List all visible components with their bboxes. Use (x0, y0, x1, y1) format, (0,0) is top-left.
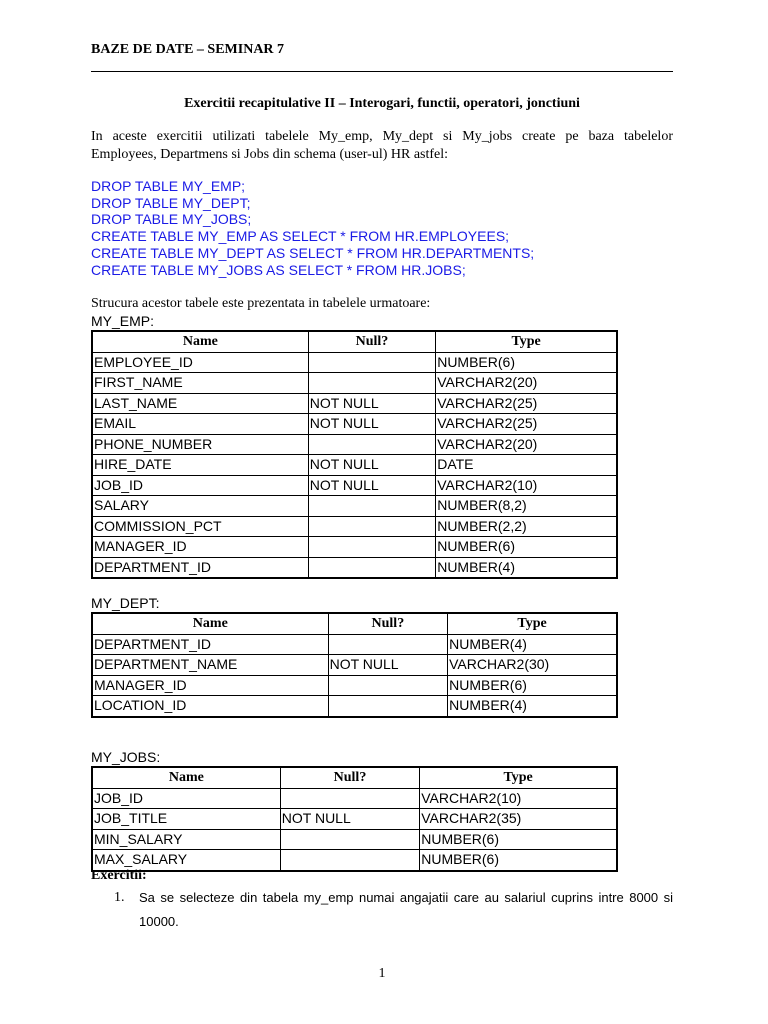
null-cell (280, 788, 419, 809)
null-cell: NOT NULL (280, 809, 419, 830)
name-cell: DEPARTMENT_ID (92, 557, 308, 578)
exercise-number: 1. (114, 890, 125, 905)
null-cell (328, 634, 448, 655)
table-row (92, 675, 617, 696)
column-header-type: Type (420, 767, 617, 788)
type-cell: NUMBER(6) (436, 352, 617, 373)
table-row (92, 850, 617, 871)
name-cell: PHONE_NUMBER (92, 434, 308, 455)
intro-paragraph (91, 128, 673, 164)
table-row (92, 393, 617, 414)
null-cell: NOT NULL (308, 393, 435, 414)
my-emp-table (91, 330, 618, 579)
name-cell: LAST_NAME (92, 393, 308, 414)
null-cell (308, 352, 435, 373)
null-cell: NOT NULL (308, 475, 435, 496)
type-cell: VARCHAR2(10) (420, 788, 617, 809)
exercises-title: Exercitii: (91, 868, 147, 883)
document-page (91, 0, 673, 1024)
type-cell: VARCHAR2(20) (436, 373, 617, 394)
type-cell: VARCHAR2(20) (436, 434, 617, 455)
name-cell: FIRST_NAME (92, 373, 308, 394)
null-cell: NOT NULL (308, 455, 435, 476)
name-cell: MIN_SALARY (92, 829, 280, 850)
column-header-type: Type (448, 613, 617, 634)
code-line: CREATE TABLE MY_DEPT AS SELECT * FROM HR.DEPARTMENTS; (91, 244, 535, 261)
table-row (92, 809, 617, 830)
name-cell: COMMISSION_PCT (92, 516, 308, 537)
name-cell: MANAGER_ID (92, 537, 308, 558)
name-cell: LOCATION_ID (92, 696, 328, 717)
null-cell (308, 496, 435, 517)
table-row (92, 557, 617, 578)
type-cell: VARCHAR2(30) (448, 655, 617, 676)
table-row (92, 516, 617, 537)
type-cell: NUMBER(4) (448, 634, 617, 655)
code-line: DROP TABLE MY_EMP; (91, 178, 246, 194)
table-header-row (92, 613, 617, 634)
name-cell: EMPLOYEE_ID (92, 352, 308, 373)
name-cell: EMAIL (92, 414, 308, 435)
table-row (92, 434, 617, 455)
type-cell: VARCHAR2(35) (420, 809, 617, 830)
sql-code-block (91, 178, 534, 278)
table-row (92, 373, 617, 394)
type-cell: NUMBER(6) (448, 675, 617, 696)
table-row (92, 496, 617, 517)
column-header-name: Name (92, 767, 280, 788)
null-cell (308, 537, 435, 558)
header-rule (91, 71, 673, 72)
type-cell: DATE (436, 455, 617, 476)
my-dept-label: MY_DEPT: (91, 595, 160, 611)
name-cell: SALARY (92, 496, 308, 517)
type-cell: NUMBER(6) (436, 537, 617, 558)
name-cell: JOB_ID (92, 475, 308, 496)
null-cell (280, 850, 419, 871)
type-cell: VARCHAR2(10) (436, 475, 617, 496)
table-row (92, 537, 617, 558)
exercise-text: Sa se selecteze din tabela my_emp numai angajatii care au salariul cuprins intre 8000 si 10000. (139, 890, 673, 929)
name-cell: DEPARTMENT_NAME (92, 655, 328, 676)
null-cell (308, 557, 435, 578)
null-cell (308, 434, 435, 455)
column-header-null: Null? (280, 767, 419, 788)
code-line: CREATE TABLE MY_JOBS AS SELECT * FROM HR.JOBS; (91, 261, 466, 278)
type-cell: VARCHAR2(25) (436, 393, 617, 414)
page-title: Exercitii recapitulative II – Interogari, functii, operatori, jonctiuni (184, 96, 580, 111)
type-cell: NUMBER(4) (448, 696, 617, 717)
null-cell (328, 696, 448, 717)
code-line: CREATE TABLE MY_EMP AS SELECT * FROM HR.EMPLOYEES; (91, 228, 510, 245)
code-line: DROP TABLE MY_DEPT; (91, 194, 251, 211)
null-cell (308, 373, 435, 394)
column-header-null: Null? (328, 613, 448, 634)
name-cell: DEPARTMENT_ID (92, 634, 328, 655)
my-jobs-table (91, 766, 618, 872)
type-cell: NUMBER(6) (420, 829, 617, 850)
name-cell: JOB_TITLE (92, 809, 280, 830)
name-cell: HIRE_DATE (92, 455, 308, 476)
type-cell: NUMBER(6) (420, 850, 617, 871)
table-row (92, 696, 617, 717)
name-cell: JOB_ID (92, 788, 280, 809)
page-header: BAZE DE DATE – SEMINAR 7 (91, 42, 285, 57)
name-cell: MAX_SALARY (92, 850, 280, 871)
type-cell: VARCHAR2(25) (436, 414, 617, 435)
null-cell (308, 516, 435, 537)
table-row (92, 475, 617, 496)
column-header-name: Name (92, 331, 308, 352)
table-header-row (92, 767, 617, 788)
intro-line-1: In aceste exercitii utilizati tabelele My_emp, My_dept si My_jobs create pe baza tabelelor (91, 129, 673, 144)
type-cell: NUMBER(2,2) (436, 516, 617, 537)
type-cell: NUMBER(4) (436, 557, 617, 578)
column-header-null: Null? (308, 331, 435, 352)
null-cell: NOT NULL (328, 655, 448, 676)
intro-line-2: Employees, Departmens si Jobs din schema (user-ul) HR astfel: (91, 147, 449, 162)
table-row (92, 352, 617, 373)
null-cell: NOT NULL (308, 414, 435, 435)
table-row (92, 829, 617, 850)
table-row (92, 455, 617, 476)
name-cell: MANAGER_ID (92, 675, 328, 696)
my-emp-label: MY_EMP: (91, 313, 155, 329)
null-cell (280, 829, 419, 850)
column-header-type: Type (436, 331, 617, 352)
table-row (92, 414, 617, 435)
type-cell: NUMBER(8,2) (436, 496, 617, 517)
table-header-row (92, 331, 617, 352)
table-row (92, 655, 617, 676)
structure-text: Strucura acestor tabele este prezentata in tabelele urmatoare: (91, 296, 431, 311)
my-dept-table (91, 612, 618, 718)
table-row (92, 788, 617, 809)
column-header-name: Name (92, 613, 328, 634)
page-number: 1 (378, 966, 386, 981)
code-line: DROP TABLE MY_JOBS; (91, 211, 252, 228)
my-jobs-label: MY_JOBS: (91, 749, 161, 765)
table-row (92, 634, 617, 655)
null-cell (328, 675, 448, 696)
